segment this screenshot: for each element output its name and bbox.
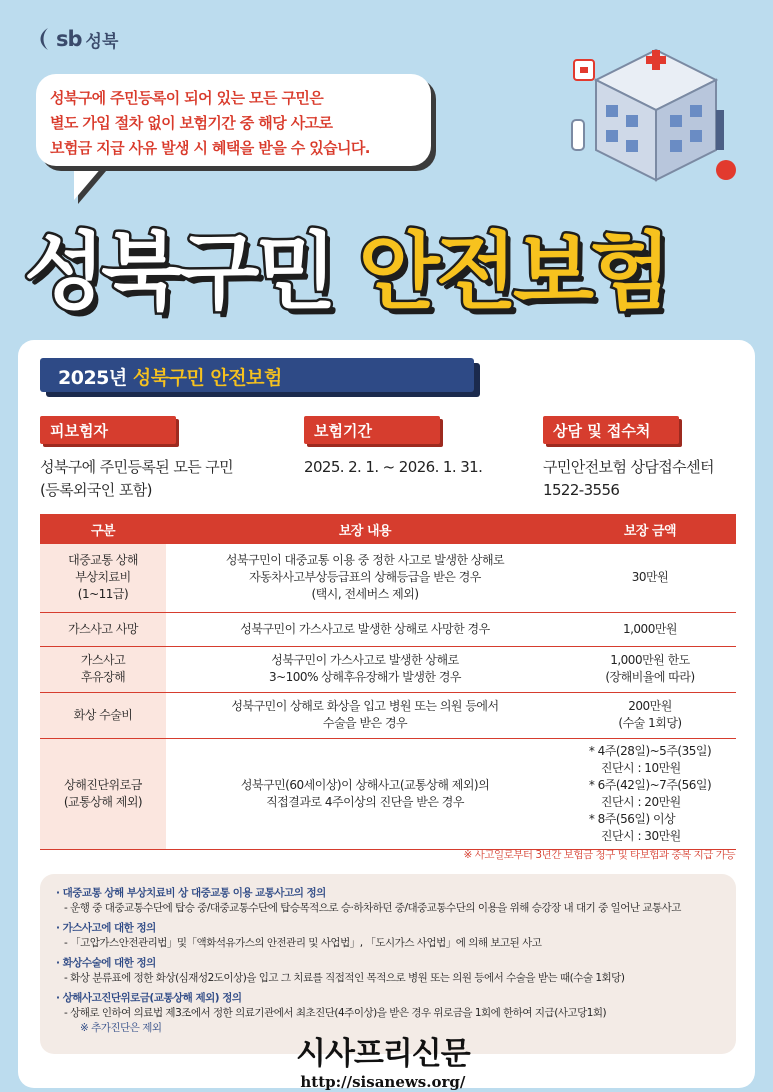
- insured-text: 성북구에 주민등록된 모든 구민 (등록외국인 포함): [40, 458, 234, 499]
- intro-line: 성북구에 주민등록이 되어 있는 모든 구민은: [50, 89, 324, 107]
- bubble-tail: [74, 160, 108, 200]
- header-description: 보장 내용: [166, 514, 564, 544]
- table-row: [40, 612, 736, 646]
- definition-text: - 상해로 인하여 의료법 제3조에서 정한 의료기관에서 최초진단(4주이상)을 받은 경우 위로금을 1회에 한하여 지급(사고당1회): [64, 1007, 607, 1019]
- row-category: 가스사고 사망: [40, 612, 166, 646]
- table-row: [40, 738, 736, 849]
- contact-tag: 상담 및 접수처: [543, 416, 679, 444]
- watermark-title: 시사프리신문: [296, 1036, 470, 1072]
- row-description: 성북구민이 가스사고로 발생한 상해로 3~100% 상해후유장해가 발생한 경우: [166, 646, 564, 692]
- intro-bubble: [36, 74, 431, 166]
- year-bar: [40, 358, 474, 392]
- period-text: 2025. 2. 1. ~ 2026. 1. 31.: [304, 458, 483, 476]
- row-amount: 1,000만원 한도 (장해비율에 따라): [564, 646, 736, 692]
- definition-text: - 「고압가스안전관리법」및「액화석유가스의 안전관리 및 사업법」, 「도시가스 사업법」에 의해 보고된 사고: [64, 937, 542, 949]
- row-description: 성북구민(60세이상)이 상해사고(교통상해 제외)의 직접결과로 4주이상의 진단을 받은 경우: [166, 738, 564, 849]
- row-description: 성북구민이 상해로 화상을 입고 병원 또는 의원 등에서 수술을 받은 경우: [166, 692, 564, 738]
- table-footnote: ※ 사고일로부터 3년간 보험금 청구 및 타보험과 중복 지급 가능: [463, 849, 735, 861]
- hospital-illustration: [566, 20, 746, 190]
- row-category: 상해진단위로금 (교통상해 제외): [40, 738, 166, 849]
- main-title-part2: 안전보험: [358, 222, 668, 321]
- year-bar-name: 성북구민 안전보험: [132, 367, 282, 389]
- row-description: 성북구민이 대중교통 이용 중 정한 사고로 발생한 상해로 자동차사고부상등급표의 상해등급을 받은 경우 (택시, 전세버스 제외): [166, 544, 564, 612]
- definitions-box: [40, 874, 736, 1054]
- logo-text: sb: [56, 27, 82, 51]
- watermark-url: http://sisanews.org/: [300, 1073, 466, 1091]
- watermark: [296, 1028, 470, 1091]
- table-header-row: [40, 514, 736, 544]
- row-category: 가스사고 후유장해: [40, 646, 166, 692]
- row-amount: 200만원 (수술 1회당): [564, 692, 736, 738]
- content-card: [18, 340, 755, 1088]
- definition-subnote: ※ 추가진단은 제외: [80, 1022, 162, 1034]
- row-description: 성북구민이 가스사고로 발생한 상해로 사망한 경우: [166, 612, 564, 646]
- definition-heading: · 화상수술에 대한 정의: [56, 957, 156, 969]
- period-section: [304, 416, 482, 479]
- year-label: 2025년: [58, 367, 127, 389]
- main-title: [24, 206, 754, 324]
- logo-leaf-icon: [36, 26, 52, 52]
- contact-section: [543, 416, 714, 502]
- insured-section: [40, 416, 233, 502]
- logo: [36, 26, 118, 52]
- definition-text: - 운행 중 대중교통수단에 탑승 중/대중교통수단에 탑승목적으로 승·하차하던 중/대중교통수단의 이용을 위해 승강장 내 대기 중 일어난 교통사고: [64, 902, 681, 914]
- definition-text: - 화상 분류표에 정한 화상(심재성2도이상)을 입고 그 치료를 직접적인 목적으로 병원 또는 의원 등에서 수술을 받는 때(수술 1회당): [64, 972, 625, 984]
- definition-heading: · 상해사고진단위로금(교통상해 제외) 정의: [56, 992, 242, 1004]
- table-row: [40, 646, 736, 692]
- coverage-table: [40, 514, 736, 850]
- insured-tag: 피보험자: [40, 416, 176, 444]
- row-amount: 1,000만원: [564, 612, 736, 646]
- period-tag: 보험기간: [304, 416, 440, 444]
- intro-line: 보험금 지급 사유 발생 시 혜택을 받을 수 있습니다.: [50, 139, 370, 157]
- row-category: 대중교통 상해 부상치료비 (1~11급): [40, 544, 166, 612]
- main-title-part1: 성북구민: [24, 222, 333, 321]
- table-row: [40, 544, 736, 612]
- row-amount: 30만원: [564, 544, 736, 612]
- table-row: [40, 692, 736, 738]
- definition-heading: · 가스사고에 대한 정의: [56, 922, 156, 934]
- logo-sub: 성북: [85, 31, 119, 52]
- definition-heading: · 대중교통 상해 부상치료비 상 대중교통 이용 교통사고의 정의: [56, 887, 326, 899]
- intro-line: 별도 가입 절차 없이 보험기간 중 해당 사고로: [50, 114, 333, 132]
- amount-list: * 4주(28일)~5주(35일) 진단시 : 10만원 * 6주(42일)~7주(56일) 진단시 : 20만원 * 8주(56일) 이상 진단시 : 30만원: [588, 743, 712, 843]
- row-amount: [564, 738, 736, 849]
- header-amount: 보장 금액: [564, 514, 736, 544]
- contact-text: 구민안전보험 상담접수센터 1522-3556: [543, 458, 714, 499]
- header-category: 구분: [40, 514, 166, 544]
- row-category: 화상 수술비: [40, 692, 166, 738]
